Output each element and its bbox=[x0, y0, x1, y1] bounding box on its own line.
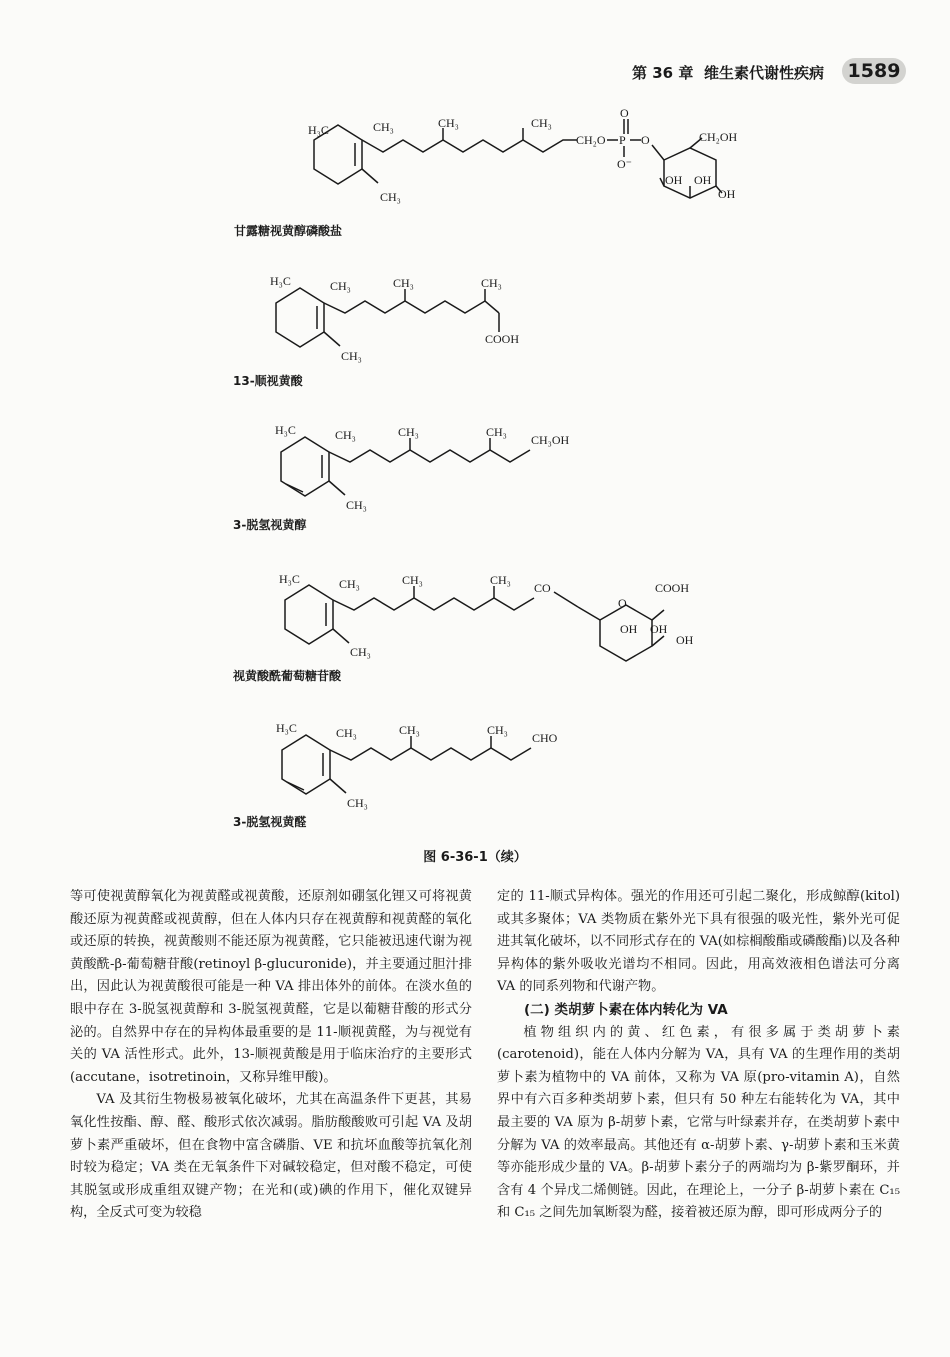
atom-ch3: CH₃ bbox=[531, 116, 552, 130]
atom-ch3: CH₃ bbox=[346, 498, 367, 512]
atom-ch3: CH₃ bbox=[393, 276, 414, 290]
atom-oh: OH bbox=[676, 633, 694, 647]
atom-ch3oh: CH₃OH bbox=[531, 433, 570, 447]
atom-co: CO bbox=[534, 581, 551, 595]
atom-ch3: CH₃ bbox=[487, 723, 508, 737]
atom-ch3: CH₃ bbox=[347, 796, 368, 810]
chapter-title: 维生素代谢性疾病 bbox=[704, 64, 825, 82]
atom-oh: OH bbox=[650, 622, 668, 636]
atom-ch3: CH₃ bbox=[336, 726, 357, 740]
paragraph: 等可使视黄醇氧化为视黄醛或视黄酸，还原剂如硼氢化锂又可将视黄酸还原为视黄醛或视黄醇，但在人体内只存在视黄醇和视黄醛的氧化或还原的转换，视黄酸则不能还原为视黄醛，它只能被迅速代谢为视黄酸酰-β-葡萄糖苷酸(retinoyl β-glucuronide)，并主要通过胆汁排出，因此认为视黄酸很可能是一种 VA 排出体外的前体。在淡水鱼的眼中存在 3-脱氢视黄醇和 3-脱氢视黄醛，它是以葡糖苷酸的形式分泌的。自然界中存在的异构体最重要的是 11-顺视黄醛，为与视觉有关的 VA 活性形式。此外，13-顺视黄酸是用于临床治疗的主要形式(accutane，isotretinoin，又称异维甲酸)。 bbox=[70, 889, 472, 1085]
figure-caption: 图 6-36-1（续） bbox=[423, 850, 527, 865]
paragraph: VA 及其衍生物极易被氧化破坏，尤其在高温条件下更甚，其易氧化性按酯、醇、醛、酸形式依次减弱。脂肪酸酸败可引起 VA 及胡萝卜素严重破坏，但在食物中富含磷脂、VE 和抗坏血酸等抗氧化剂时较为稳定；VA 类在无氧条件下对碱较稳定，但对酸不稳定，可使其脱氢或形成重组双键产物；在光和(或)碘的作用下，催化双键异构，全反式可变为较稳 bbox=[70, 1092, 472, 1221]
atom-ch3: CH₃ bbox=[399, 723, 420, 737]
atom-ch3: CH₃ bbox=[330, 279, 351, 293]
atom-ch3: CH₃ bbox=[402, 573, 423, 587]
atom-ch3: CH₃ bbox=[335, 428, 356, 442]
atom-ch3: CH₃ bbox=[380, 190, 401, 204]
paragraph: 定的 11-顺式异构体。强光的作用还可引起二聚化，形成鲸醇(kitol)或其多聚体；VA 类物质在紫外光下具有很强的吸光性，紫外光可促进其氧化破坏，以不同形式存在的 VA(如棕榈酸酯或磷酸酯)以及各种异构体的紫外吸收光谱均不相同。因此，用高效液相色谱法可分离 VA 的同系列物和代谢产物。 bbox=[497, 889, 900, 995]
atom-ch3: CH₃ bbox=[341, 349, 362, 363]
structure-label: 3-脱氢视黄醛 bbox=[233, 815, 307, 829]
atom-o: O bbox=[620, 106, 629, 120]
atom-h3c: H₃C bbox=[275, 423, 296, 437]
atom-h3c: H₃C bbox=[279, 572, 300, 586]
structure-retinoyl-glucuronide bbox=[285, 585, 664, 661]
atom-ch3: CH₃ bbox=[373, 120, 394, 134]
body-column-right bbox=[497, 886, 900, 1225]
atom-h3c: H₃C bbox=[276, 721, 297, 735]
atom-cooh: COOH bbox=[485, 332, 520, 346]
paragraph: 植物组织内的黄、红色素，有很多属于类胡萝卜素(carotenoid)，能在人体内分解为 VA，具有 VA 的生理作用的类胡萝卜素为植物中的 VA 前体，又称为 VA 原(pro-vitamin A)，自然界中有六百多种类胡萝卜素，但只有 50 种左右能转化为 VA，其中最主要的 VA 原为 β-胡萝卜素，它常与叶绿素并存，在类胡萝卜素中分解为 VA 的效率最高。其他还有 α-胡萝卜素、γ-胡萝卜素和玉米黄等亦能形成少量的 VA。β-胡萝卜素分子的两端均为 β-紫罗酮环，并含有 4 个异戊二烯侧链。因此，在理论上，一分子 β-胡萝卜素在 C₁₅ 和 C₁₅ 之间先加氧断裂为醛，接着被还原为醇，即可形成两分子的 bbox=[497, 1024, 900, 1221]
atom-h3c: H₃C bbox=[308, 123, 329, 137]
atom-cooh: COOH bbox=[655, 581, 690, 595]
atom-oh: OH bbox=[694, 173, 712, 187]
structure-13-cis-retinoic-acid bbox=[276, 288, 499, 347]
atom-h3c: H₃C bbox=[270, 274, 291, 288]
atom-oh: OH bbox=[665, 173, 683, 187]
atom-ch3: CH₃ bbox=[398, 425, 419, 439]
structure-3-dehydroretinal bbox=[282, 735, 531, 794]
structure-3-dehydroretinol bbox=[281, 437, 530, 496]
body-column-left bbox=[70, 886, 472, 1225]
chapter-number: 第 36 章 bbox=[632, 64, 694, 82]
atom-o-minus: O⁻ bbox=[617, 157, 632, 171]
atom-p: P bbox=[619, 133, 626, 147]
atom-ch2oh: CH₂OH bbox=[699, 130, 738, 144]
atom-cho: CHO bbox=[532, 731, 558, 745]
atom-ch3: CH₃ bbox=[350, 645, 371, 659]
structure-label: 甘露糖视黄醇磷酸盐 bbox=[234, 224, 343, 238]
page-number: 1589 bbox=[842, 58, 906, 84]
atom-oh: OH bbox=[620, 622, 638, 636]
structure-label: 3-脱氢视黄醇 bbox=[233, 518, 307, 532]
atom-ch3: CH₃ bbox=[339, 577, 360, 591]
atom-ch3: CH₃ bbox=[438, 116, 459, 130]
atom-ch3: CH₃ bbox=[481, 276, 502, 290]
structure-label: 视黄酸酰葡萄糖苷酸 bbox=[233, 669, 342, 683]
atom-oh: OH bbox=[718, 187, 736, 201]
atom-ch3: CH₃ bbox=[486, 425, 507, 439]
atom-ch2o: CH₂O bbox=[576, 133, 606, 147]
atom-ch3: CH₃ bbox=[490, 573, 511, 587]
section-heading: (二) 类胡萝卜素在体内转化为 VA bbox=[524, 1001, 728, 1018]
atom-o: O bbox=[641, 133, 650, 147]
atom-o: O bbox=[618, 596, 627, 610]
structure-label: 13-顺视黄酸 bbox=[233, 374, 303, 388]
